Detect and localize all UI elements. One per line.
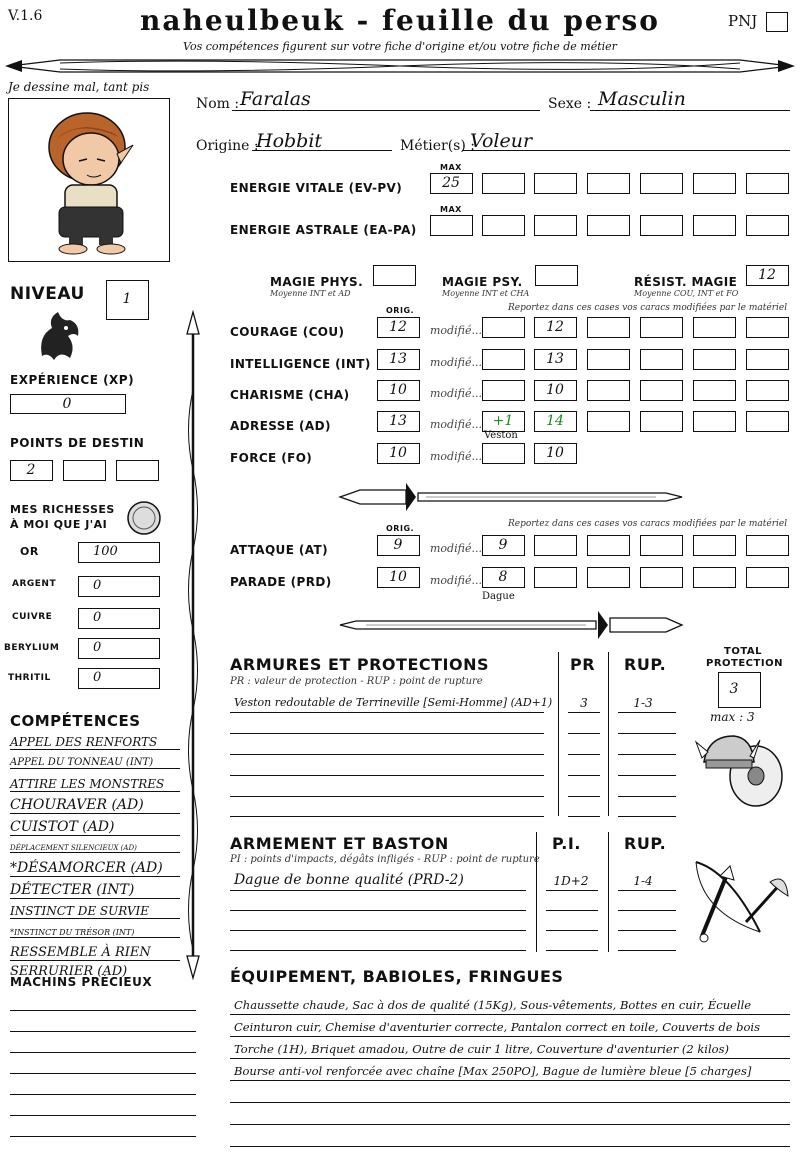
resist-magie-label: RÉSIST. MAGIE (634, 275, 738, 289)
portrait-caption: Je dessine mal, tant pis (8, 80, 150, 94)
ea-box[interactable] (534, 215, 577, 236)
wealth-box-cuivre[interactable]: 0 (78, 608, 160, 629)
wealth-label-argent: ARGENT (12, 579, 57, 589)
ea-max-box[interactable] (430, 215, 473, 236)
carac-mod-box[interactable]: 10 (534, 443, 577, 464)
combat-box[interactable] (587, 567, 630, 588)
ev-box[interactable] (534, 173, 577, 194)
precious-title: MACHINS PRÉCIEUX (10, 975, 153, 989)
xp-label: EXPÉRIENCE (XP) (10, 373, 135, 387)
ea-box[interactable] (587, 215, 630, 236)
sexe-label: Sexe : (548, 96, 592, 112)
carac-box[interactable] (587, 411, 630, 432)
skill-item[interactable]: RESSEMBLE À RIEN (10, 945, 180, 961)
armor-title: ARMURES ET PROTECTIONS (230, 655, 489, 674)
weapons-col-pi: P.I. (552, 834, 581, 853)
niveau-box[interactable]: 1 (106, 280, 149, 320)
ev-max-box[interactable]: 25 (430, 173, 473, 194)
wealth-title-2: À MOI QUE J'AI (10, 518, 108, 531)
armor-col-pr: PR (570, 655, 596, 674)
carac-box[interactable] (746, 317, 789, 338)
coin-icon (126, 500, 162, 536)
carac-orig-box[interactable]: 13 (377, 411, 420, 432)
wealth-title-1: MES RICHESSES (10, 503, 115, 516)
carac-mod-box[interactable]: 10 (534, 380, 577, 401)
total-protection-max: max : 3 (710, 710, 755, 724)
carac-box[interactable] (640, 349, 683, 370)
ev-box[interactable] (693, 173, 736, 194)
metier-field[interactable]: Voleur (470, 130, 533, 152)
ea-box[interactable] (640, 215, 683, 236)
ev-box[interactable] (746, 173, 789, 194)
carac-orig-label: ORIG. (386, 306, 415, 315)
destin-label: POINTS DE DESTIN (10, 436, 145, 450)
skill-item[interactable]: SERRURIER (AD) (10, 964, 128, 979)
combat-box[interactable] (640, 567, 683, 588)
pnj-label: PNJ (728, 12, 758, 30)
equipment-line[interactable]: Ceinturon cuir, Chemise d'aventurier correcte, Pantalon correct en toile, Couverts de bois (234, 1020, 761, 1034)
weapons-subtitle: PI : points d'impacts, dégâts infligés - RUP : point de rupture (230, 854, 540, 865)
armor-row-rup[interactable]: 1-3 (633, 696, 653, 710)
magie-psy-note: Moyenne INT et CHA (442, 289, 530, 298)
combat-note: Reportez dans ces cases vos caracs modifiées par le matériel (508, 519, 788, 529)
carac-mod-box[interactable]: 12 (534, 317, 577, 338)
carac-orig-box[interactable]: 13 (377, 349, 420, 370)
carac-box[interactable] (640, 380, 683, 401)
vertical-spear-divider (180, 310, 206, 980)
niveau-label: NIVEAU (10, 284, 85, 304)
weapon-row-pi[interactable]: 1D+2 (553, 874, 589, 888)
combat-box[interactable] (693, 535, 736, 556)
total-protection-box[interactable]: 3 (718, 672, 761, 708)
combat-box[interactable] (640, 535, 683, 556)
helmet-shield-icon (694, 722, 790, 818)
skills-title: COMPÉTENCES (10, 712, 141, 730)
carac-box[interactable] (693, 380, 736, 401)
wealth-box-argent[interactable]: 0 (78, 576, 160, 597)
ev-box[interactable] (587, 173, 630, 194)
pnj-checkbox[interactable] (766, 12, 788, 32)
skill-item[interactable]: *INSTINCT DU TRÉSOR (INT) (10, 928, 180, 938)
total-protection-label-2: PROTECTION (706, 658, 783, 669)
origine-field[interactable]: Hobbit (256, 130, 323, 152)
magie-psy-label: MAGIE PSY. (442, 275, 523, 289)
ev-max-label: MAX (440, 163, 462, 172)
combat-box[interactable] (746, 535, 789, 556)
weapon-row-name[interactable]: Dague de bonne qualité (PRD-2) (234, 872, 464, 888)
carac-box[interactable] (587, 380, 630, 401)
destin-box[interactable] (63, 460, 106, 481)
metier-label: Métier(s) : (400, 138, 475, 154)
carac-box[interactable] (587, 349, 630, 370)
wealth-box-or[interactable]: 100 (78, 542, 160, 563)
carac-mod-box[interactable]: 13 (534, 349, 577, 370)
resist-magie-note: Moyenne COU, INT et FO (634, 289, 739, 298)
armor-subtitle: PR : valeur de protection - RUP : point de rupture (230, 676, 483, 687)
carac-box[interactable] (693, 411, 736, 432)
combat-box[interactable] (693, 567, 736, 588)
combat-box[interactable] (534, 567, 577, 588)
carac-bonus-box[interactable] (482, 317, 525, 338)
wealth-box-berylium[interactable]: 0 (78, 638, 160, 659)
destin-box[interactable]: 2 (10, 460, 53, 481)
wealth-label-thritil: THRITIL (8, 673, 51, 683)
dragon-icon (34, 306, 84, 364)
carac-note: Reportez dans ces cases vos caracs modifiées par le matériel (508, 303, 788, 313)
weapons-col-rup: RUP. (624, 834, 667, 853)
sexe-field[interactable]: Masculin (598, 88, 686, 110)
equipment-title: ÉQUIPEMENT, BABIOLES, FRINGUES (230, 967, 564, 986)
sword-divider-icon (336, 608, 686, 642)
carac-box[interactable] (746, 380, 789, 401)
equipment-line[interactable]: Bourse anti-vol renforcée avec chaîne [Max 250PO], Bague de lumière bleue [5 charges] (234, 1064, 752, 1078)
total-protection-label-1: TOTAL (724, 646, 762, 657)
carac-box[interactable] (746, 411, 789, 432)
ea-box[interactable] (746, 215, 789, 236)
equipment-line[interactable]: Torche (1H), Briquet amadou, Outre de cuir 1 litre, Couverture d'aventurier (2 kilos) (234, 1042, 729, 1056)
spear-banner (0, 54, 800, 78)
portrait-frame (8, 98, 170, 262)
magie-phys-box[interactable] (373, 265, 416, 286)
skill-item[interactable]: *DÉSAMORCER (AD) (10, 860, 180, 877)
carac-box[interactable] (693, 317, 736, 338)
carac-orig-box[interactable]: 12 (377, 317, 420, 338)
carac-bonus-note: Veston (484, 430, 518, 441)
skill-item[interactable]: CHOURAVER (AD) (10, 797, 180, 814)
hobbit-portrait-image (9, 99, 169, 261)
ea-box[interactable] (693, 215, 736, 236)
skill-item[interactable]: ATTIRE LES MONSTRES (10, 777, 180, 792)
wealth-box-thritil[interactable]: 0 (78, 668, 160, 689)
combat-box[interactable] (534, 535, 577, 556)
resist-magie-box[interactable]: 12 (746, 265, 789, 286)
combat-orig-box[interactable]: 10 (377, 567, 420, 588)
version-label: V.1.6 (8, 8, 43, 24)
combat-orig-label: ORIG. (386, 524, 415, 533)
carac-bonus-box[interactable] (482, 380, 525, 401)
combat-mod-box[interactable]: 8 (482, 567, 525, 588)
magie-phys-note: Moyenne INT et AD (270, 289, 351, 298)
carac-orig-box[interactable]: 10 (377, 380, 420, 401)
ea-max-label: MAX (440, 205, 462, 214)
skill-item[interactable]: INSTINCT DE SURVIE (10, 904, 180, 919)
ea-box[interactable] (482, 215, 525, 236)
combat-box[interactable] (587, 535, 630, 556)
nom-field[interactable]: Faralas (240, 88, 311, 110)
page-subtitle: Vos compétences figurent sur votre fiche d'origine et/ou votre fiche de métier (183, 40, 617, 53)
combat-mod-box[interactable]: 9 (482, 535, 525, 556)
skill-item[interactable]: DÉTECTER (INT) (10, 882, 180, 899)
skill-item[interactable]: APPEL DES RENFORTS (10, 735, 180, 750)
carac-box[interactable] (587, 317, 630, 338)
carac-bonus-box[interactable] (482, 443, 525, 464)
armor-col-rup: RUP. (624, 655, 667, 674)
magie-psy-box[interactable] (535, 265, 578, 286)
ea-label: ENERGIE ASTRALE (EA-PA) (230, 223, 417, 237)
page-title: naheulbeuk - feuille du perso (140, 4, 660, 37)
carac-box[interactable] (640, 411, 683, 432)
skill-item[interactable]: APPEL DU TONNEAU (INT) (10, 757, 180, 769)
carac-box[interactable] (640, 317, 683, 338)
equipment-line[interactable]: Chaussette chaude, Sac à dos de qualité (15Kg), Sous-vêtements, Bottes en cuir, Écuelle (234, 998, 752, 1012)
carac-bonus-box[interactable] (482, 349, 525, 370)
wealth-label-berylium: BERYLIUM (4, 643, 60, 653)
weapons-icon (690, 852, 790, 948)
xp-box[interactable]: 0 (10, 394, 126, 414)
weapon-row-rup[interactable]: 1-4 (633, 874, 653, 888)
magie-phys-label: MAGIE PHYS. (270, 275, 364, 289)
carac-orig-box[interactable]: 10 (377, 443, 420, 464)
carac-box[interactable] (746, 349, 789, 370)
combat-box[interactable] (746, 567, 789, 588)
nom-label: Nom : (196, 96, 240, 112)
armor-row-name[interactable]: Veston redoutable de Terrineville [Semi-Homme] (AD+1) (234, 696, 553, 709)
carac-box[interactable] (693, 349, 736, 370)
carac-mod-box[interactable]: 14 (534, 411, 577, 432)
destin-box[interactable] (116, 460, 159, 481)
ev-box[interactable] (640, 173, 683, 194)
wealth-label-or: OR (20, 545, 39, 558)
ev-label: ENERGIE VITALE (EV-PV) (230, 181, 403, 195)
weapons-title: ARMEMENT ET BASTON (230, 834, 449, 853)
sword-divider-icon (336, 480, 686, 514)
wealth-label-cuivre: CUIVRE (12, 612, 53, 622)
ev-box[interactable] (482, 173, 525, 194)
carac-bonus-box[interactable]: +1 (482, 411, 525, 432)
combat-mod-note: Dague (482, 591, 515, 602)
armor-row-pr[interactable]: 3 (580, 696, 588, 710)
skill-item[interactable]: DÉPLACEMENT SILENCIEUX (AD) (10, 844, 180, 853)
skill-item[interactable]: CUISTOT (AD) (10, 819, 180, 836)
origine-label: Origine : (196, 138, 259, 154)
combat-orig-box[interactable]: 9 (377, 535, 420, 556)
